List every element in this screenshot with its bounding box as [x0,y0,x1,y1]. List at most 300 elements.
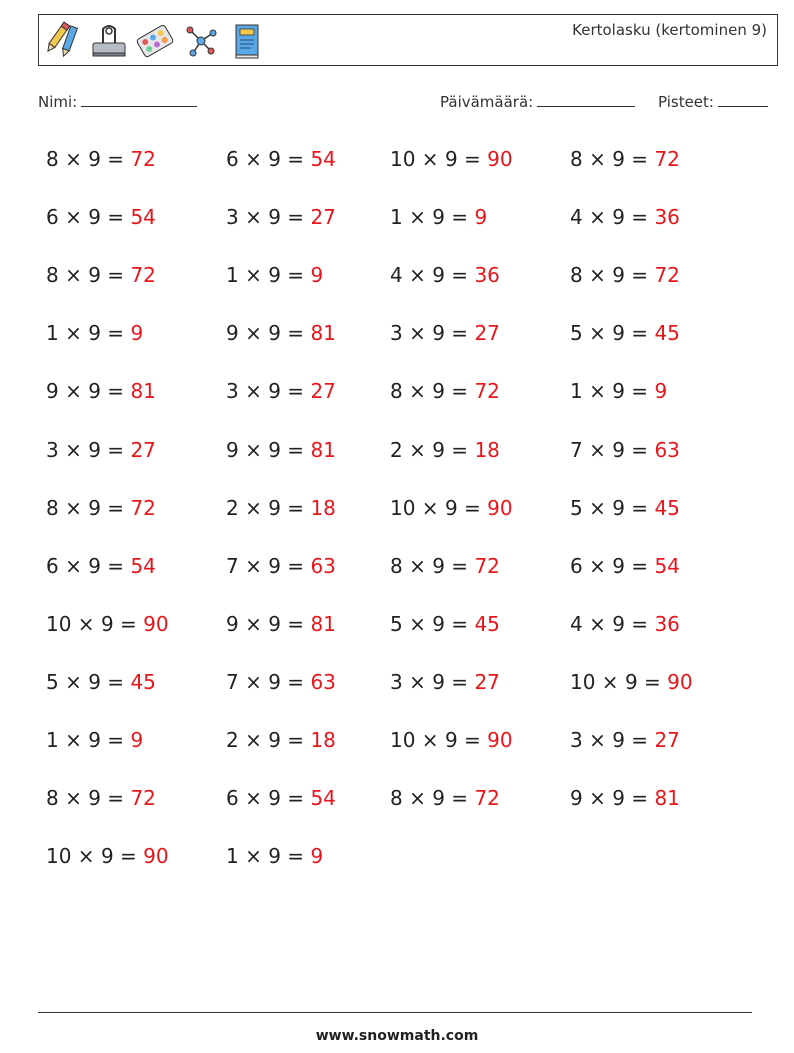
times-sign: × [238,437,269,462]
problem-item [390,728,513,752]
factor-a: 6 [570,553,583,578]
factor-b: 9 [612,437,625,462]
answer-value: 54 [130,205,156,230]
worksheet-header [38,14,778,66]
problem-item [390,263,500,287]
factor-a: 6 [46,205,59,230]
equals-sign: = [280,786,311,811]
answer-value: 81 [310,437,336,462]
answer-value: 45 [654,321,680,346]
answer-value: 90 [487,728,513,752]
factor-a: 8 [390,553,403,578]
problem-item [226,205,336,229]
times-sign: × [58,263,89,288]
factor-a: 7 [226,553,239,578]
times-sign: × [402,379,433,404]
answer-value: 54 [130,553,156,578]
factor-a: 1 [46,321,59,346]
factor-b: 9 [624,669,638,694]
answer-value: 18 [474,437,500,462]
answer-value: 9 [130,728,144,752]
problem-item [390,205,487,229]
times-sign: × [238,263,269,288]
factor-b: 9 [432,263,445,288]
factor-b: 9 [612,205,625,230]
equals-sign: = [280,437,311,462]
problem-item [46,379,156,403]
factor-b: 9 [100,844,114,869]
factor-b: 9 [432,669,445,694]
equals-sign: = [100,379,131,404]
problem-item [46,147,156,171]
equals-sign: = [444,205,475,230]
answer-value: 9 [130,321,144,346]
problem-item [46,670,156,694]
problem-item [46,844,169,868]
factor-b: 9 [88,728,101,752]
score-blank[interactable] [718,92,768,107]
answer-value: 54 [310,786,336,811]
problem-item [226,263,323,287]
answer-value: 90 [143,844,169,869]
worksheet-title: Kertolasku (kertominen 9) [572,21,767,39]
times-sign: × [238,786,269,811]
problem-item [570,205,680,229]
equals-sign: = [113,611,144,636]
factor-a: 2 [226,728,239,752]
factor-b: 9 [612,728,625,752]
factor-a: 9 [570,786,583,811]
problem-item [570,554,680,578]
problem-item [570,263,680,287]
factor-b: 9 [268,147,281,171]
answer-value: 63 [310,669,336,694]
equals-sign: = [624,379,655,404]
times-sign: × [402,611,433,636]
times-sign: × [238,495,269,520]
problem-item [226,728,336,752]
equals-sign: = [100,786,131,811]
factor-b: 9 [612,553,625,578]
answer-value: 18 [310,495,336,520]
times-sign: × [71,844,101,869]
factor-a: 8 [46,263,59,288]
problem-item [570,147,680,171]
answer-value: 72 [654,263,680,288]
factor-b: 9 [268,379,281,404]
problem-item [570,496,680,520]
answer-value: 72 [474,379,500,404]
factor-a: 4 [390,263,403,288]
problem-item [226,379,336,403]
factor-b: 9 [88,786,101,811]
factor-a: 3 [570,728,583,752]
factor-b: 9 [444,147,458,171]
factor-b: 9 [432,321,445,346]
book-icon [227,21,267,61]
equals-sign: = [280,728,311,752]
factor-a: 5 [570,321,583,346]
times-sign: × [58,728,89,752]
factor-a: 3 [390,321,403,346]
answer-value: 81 [310,611,336,636]
times-sign: × [402,263,433,288]
equals-sign: = [624,205,655,230]
times-sign: × [402,321,433,346]
factor-b: 9 [268,321,281,346]
answer-value: 90 [487,495,513,520]
times-sign: × [582,437,613,462]
factor-a: 9 [46,379,59,404]
factor-a: 10 [390,495,416,520]
date-blank[interactable] [537,92,635,107]
times-sign: × [58,495,89,520]
answer-value: 27 [130,437,156,462]
problem-item [46,786,156,810]
factor-a: 1 [226,263,239,288]
equals-sign: = [624,263,655,288]
equals-sign: = [280,321,311,346]
factor-a: 8 [46,147,59,171]
equals-sign: = [444,553,475,578]
factor-b: 9 [268,844,281,869]
answer-value: 36 [474,263,500,288]
factor-a: 3 [390,669,403,694]
factor-b: 9 [432,379,445,404]
name-blank[interactable] [81,92,197,107]
header-icons [43,19,267,63]
equals-sign: = [280,147,311,171]
factor-a: 10 [390,728,416,752]
times-sign: × [58,553,89,578]
score-label: Pisteet: [658,93,714,111]
equals-sign: = [444,263,475,288]
times-sign: × [582,786,613,811]
times-sign: × [238,728,269,752]
factor-b: 9 [88,495,101,520]
answer-value: 72 [130,495,156,520]
problem-item [46,263,156,287]
factor-a: 6 [226,786,239,811]
factor-a: 10 [390,147,416,171]
times-sign: × [238,321,269,346]
times-sign: × [582,263,613,288]
times-sign: × [238,553,269,578]
equals-sign: = [624,786,655,811]
problem-item [390,670,500,694]
name-label: Nimi: [38,93,78,111]
times-sign: × [415,147,445,171]
answer-value: 36 [654,611,680,636]
problem-item [226,321,336,345]
factor-a: 8 [570,263,583,288]
times-sign: × [402,437,433,462]
factor-a: 10 [46,844,72,869]
factor-b: 9 [268,728,281,752]
equals-sign: = [444,669,475,694]
equals-sign: = [624,611,655,636]
problem-item [390,496,513,520]
times-sign: × [238,669,269,694]
times-sign: × [582,321,613,346]
equals-sign: = [637,669,668,694]
answer-value: 81 [130,379,156,404]
factor-b: 9 [612,321,625,346]
equals-sign: = [624,553,655,578]
answer-value: 81 [310,321,336,346]
equals-sign: = [280,495,311,520]
problem-item [226,844,323,868]
problem-item [570,379,667,403]
answer-value: 90 [487,147,513,171]
equals-sign: = [624,147,655,171]
factor-a: 1 [226,844,239,869]
footer-divider [38,1012,752,1013]
answer-value: 45 [654,495,680,520]
factor-b: 9 [268,553,281,578]
answer-value: 45 [130,669,156,694]
answer-value: 90 [667,669,693,694]
factor-b: 9 [612,263,625,288]
problem-item [46,728,143,752]
times-sign: × [595,669,625,694]
equals-sign: = [100,669,131,694]
factor-a: 10 [570,669,596,694]
factor-a: 8 [46,786,59,811]
times-sign: × [402,786,433,811]
binder-clip-icon [89,21,129,61]
equals-sign: = [113,844,144,869]
factor-a: 5 [390,611,403,636]
date-label: Päivämäärä: [440,93,534,111]
times-sign: × [238,379,269,404]
factor-b: 9 [268,263,281,288]
date-field[interactable] [440,92,635,111]
times-sign: × [238,147,269,171]
factor-a: 2 [226,495,239,520]
answer-value: 27 [654,728,680,752]
answer-value: 54 [654,553,680,578]
answer-value: 72 [130,147,156,171]
times-sign: × [58,786,89,811]
equals-sign: = [100,321,131,346]
times-sign: × [238,611,269,636]
times-sign: × [582,728,613,752]
factor-b: 9 [612,786,625,811]
factor-b: 9 [88,147,101,171]
paint-palette-icon [135,21,175,61]
factor-b: 9 [88,263,101,288]
equals-sign: = [100,147,131,171]
equals-sign: = [280,611,311,636]
problem-item [46,438,156,462]
factor-b: 9 [268,495,281,520]
name-field[interactable] [38,92,197,111]
factor-a: 3 [226,205,239,230]
score-field[interactable] [658,92,768,111]
problem-item [570,321,680,345]
factor-a: 8 [390,379,403,404]
factor-a: 5 [570,495,583,520]
equals-sign: = [280,553,311,578]
factor-b: 9 [612,495,625,520]
factor-b: 9 [268,437,281,462]
problem-item [390,147,513,171]
answer-value: 9 [310,844,324,869]
answer-value: 27 [474,321,500,346]
problem-item [570,438,680,462]
answer-value: 72 [474,553,500,578]
problem-item [390,379,500,403]
equals-sign: = [100,263,131,288]
equals-sign: = [624,728,655,752]
factor-a: 8 [390,786,403,811]
times-sign: × [58,437,89,462]
equals-sign: = [444,786,475,811]
factor-b: 9 [612,379,625,404]
factor-b: 9 [268,786,281,811]
answer-value: 81 [654,786,680,811]
factor-a: 4 [570,611,583,636]
factor-b: 9 [612,611,625,636]
answer-value: 9 [654,379,668,404]
factor-b: 9 [88,379,101,404]
problem-item [226,438,336,462]
factor-a: 1 [46,728,59,752]
factor-b: 9 [100,611,114,636]
factor-a: 8 [570,147,583,171]
equals-sign: = [457,147,488,171]
factor-a: 2 [390,437,403,462]
answer-value: 27 [474,669,500,694]
factor-b: 9 [444,728,458,752]
problem-item [390,786,500,810]
times-sign: × [582,495,613,520]
equals-sign: = [280,844,311,869]
equals-sign: = [624,437,655,462]
times-sign: × [582,611,613,636]
factor-b: 9 [268,611,281,636]
problem-item [226,147,336,171]
factor-a: 9 [226,437,239,462]
times-sign: × [582,553,613,578]
factor-b: 9 [88,553,101,578]
problem-item [46,496,156,520]
problem-item [570,612,680,636]
factor-b: 9 [432,786,445,811]
factor-a: 6 [46,553,59,578]
factor-a: 3 [226,379,239,404]
equals-sign: = [444,611,475,636]
problem-item [390,554,500,578]
molecule-icon [181,21,221,61]
factor-a: 10 [46,611,72,636]
factor-b: 9 [612,147,625,171]
times-sign: × [582,205,613,230]
equals-sign: = [280,263,311,288]
problem-item [46,612,169,636]
answer-value: 27 [310,205,336,230]
factor-b: 9 [432,437,445,462]
factor-a: 7 [570,437,583,462]
equals-sign: = [444,379,475,404]
answer-value: 72 [474,786,500,811]
times-sign: × [238,205,269,230]
factor-b: 9 [88,669,101,694]
equals-sign: = [624,495,655,520]
factor-a: 4 [570,205,583,230]
equals-sign: = [100,205,131,230]
problem-item [46,321,143,345]
times-sign: × [402,553,433,578]
answer-value: 72 [130,263,156,288]
times-sign: × [71,611,101,636]
equals-sign: = [444,437,475,462]
times-sign: × [58,321,89,346]
answer-value: 36 [654,205,680,230]
times-sign: × [402,205,433,230]
factor-a: 1 [570,379,583,404]
answer-value: 63 [654,437,680,462]
times-sign: × [402,669,433,694]
answer-value: 18 [310,728,336,752]
factor-a: 9 [226,321,239,346]
factor-a: 7 [226,669,239,694]
problem-item [390,438,500,462]
factor-b: 9 [432,611,445,636]
times-sign: × [58,205,89,230]
times-sign: × [58,147,89,171]
equals-sign: = [100,495,131,520]
problem-item [570,670,693,694]
answer-value: 54 [310,147,336,171]
problem-item [226,612,336,636]
factor-b: 9 [432,553,445,578]
times-sign: × [58,379,89,404]
factor-b: 9 [432,205,445,230]
times-sign: × [238,844,269,869]
factor-a: 9 [226,611,239,636]
factor-a: 6 [226,147,239,171]
problem-item [226,670,336,694]
problem-item [570,728,680,752]
times-sign: × [415,495,445,520]
times-sign: × [415,728,445,752]
answer-value: 27 [310,379,336,404]
answer-value: 9 [474,205,488,230]
pencils-icon [43,21,83,61]
problem-item [226,786,336,810]
footer-url[interactable]: www.snowmath.com [315,1028,479,1044]
equals-sign: = [100,728,131,752]
equals-sign: = [100,553,131,578]
factor-a: 8 [46,495,59,520]
problem-item [46,205,156,229]
times-sign: × [582,147,613,171]
times-sign: × [58,669,89,694]
factor-b: 9 [268,669,281,694]
equals-sign: = [624,321,655,346]
answer-value: 72 [130,786,156,811]
factor-b: 9 [88,205,101,230]
factor-a: 1 [390,205,403,230]
answer-value: 9 [310,263,324,288]
factor-b: 9 [268,205,281,230]
problem-item [390,321,500,345]
equals-sign: = [280,379,311,404]
problem-item [390,612,500,636]
factor-a: 5 [46,669,59,694]
